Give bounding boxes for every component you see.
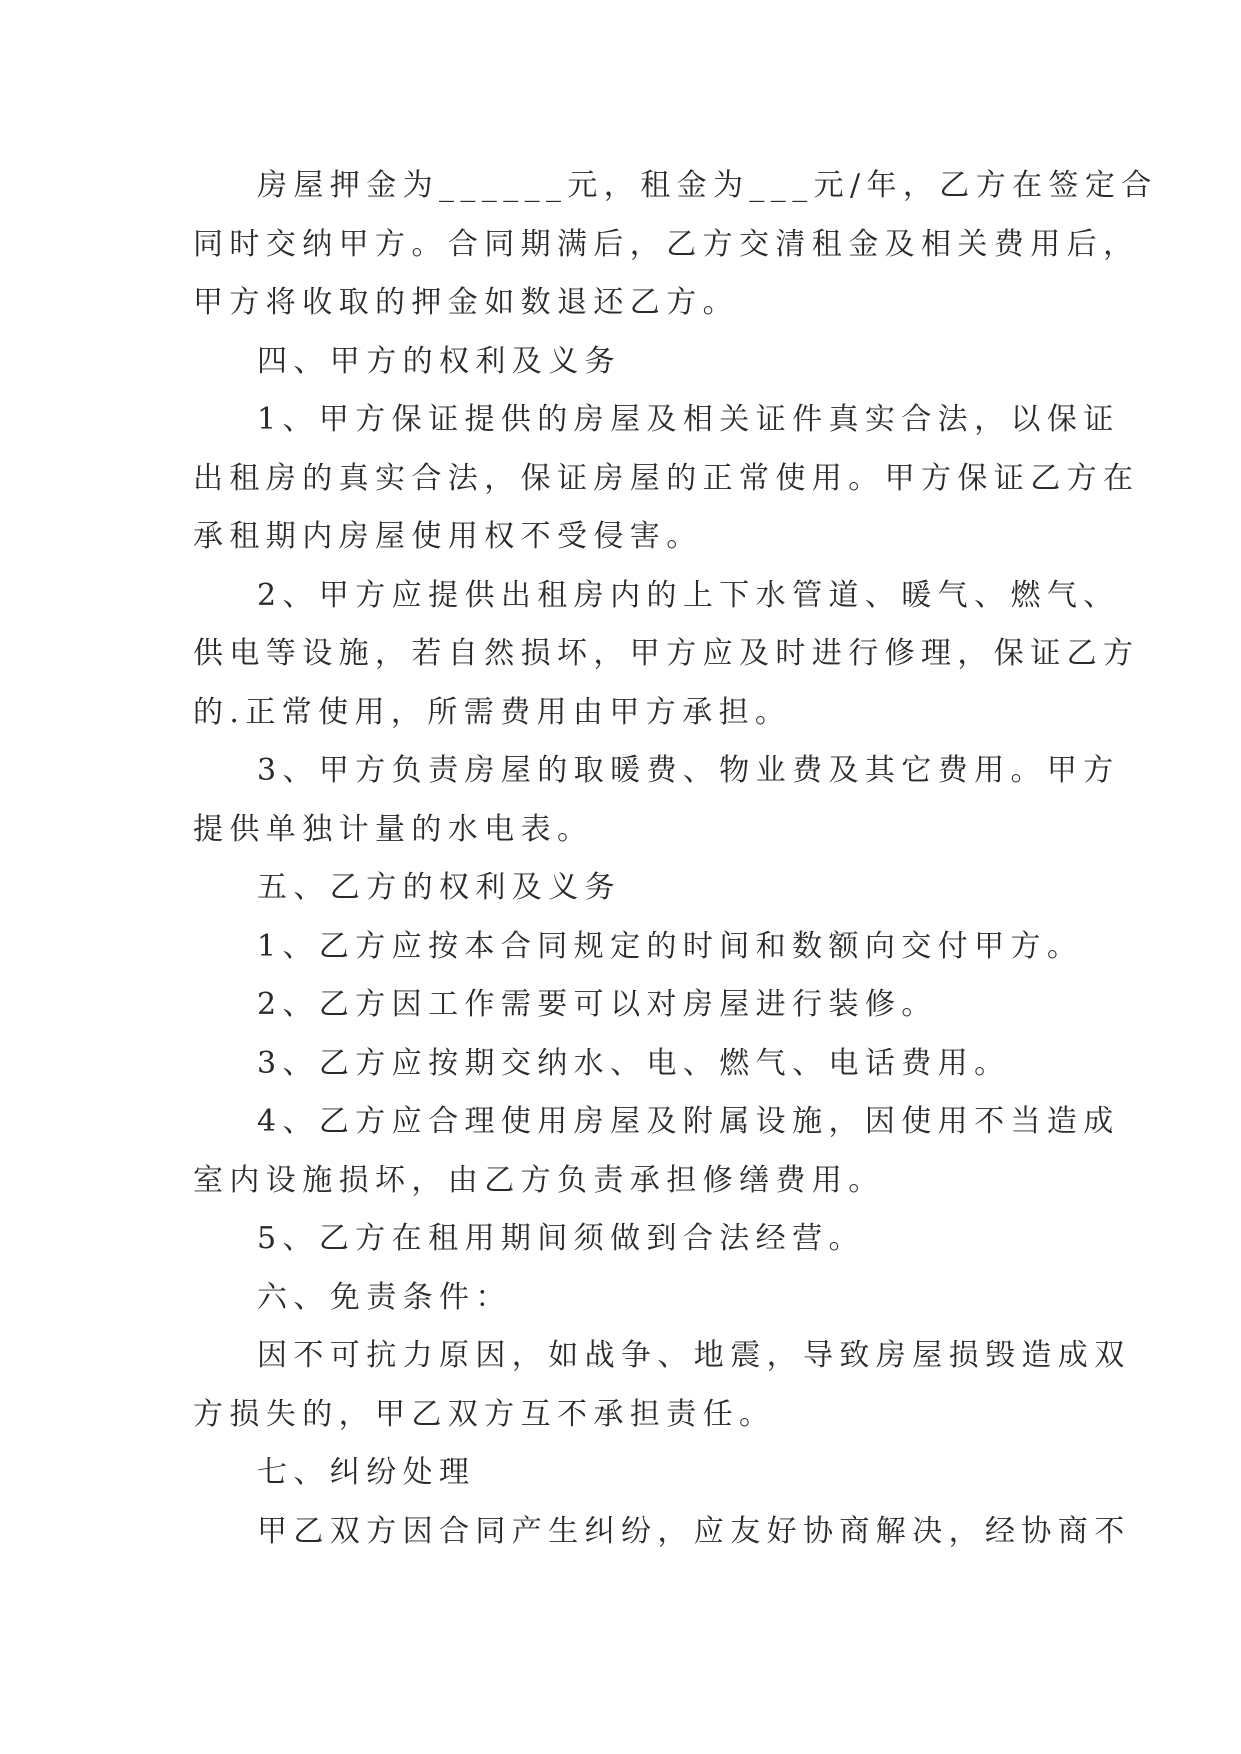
paragraph <box>193 1035 1063 1094</box>
paragraph <box>193 742 1120 859</box>
paragraph <box>193 918 1084 977</box>
text-line: 1、乙方应按本合同规定的时间和数额向交付甲方。 <box>257 928 1084 964</box>
text-line: 六、免责条件： <box>257 1279 512 1315</box>
paragraph <box>193 1210 1063 1269</box>
text-line: 供电等设施，若自然损坏，甲方应及时进行修理，保证乙方 <box>193 636 1140 671</box>
text-line: 2、甲方应提供出租房内的上下水管道、暖气、燃气、 <box>257 577 1120 613</box>
text-line: 1、甲方保证提供的房屋及相关证件真实合法，以保证 <box>257 402 1120 437</box>
paragraph <box>193 1093 1120 1210</box>
text-line: 出租房的真实合法，保证房屋的正常使用。甲方保证乙方在 <box>193 460 1140 496</box>
text-line: 甲方将收取的押金如数退还乙方。 <box>193 285 739 320</box>
paragraph <box>193 859 1063 918</box>
paragraph <box>193 976 1063 1035</box>
paragraph <box>193 1444 1063 1503</box>
text-line: 方损失的，甲乙双方互不承担责任。 <box>193 1396 776 1432</box>
text-line: 3、乙方应按期交纳水、电、燃气、电话费用。 <box>257 1045 1011 1081</box>
text-line: 提供单独计量的水电表。 <box>193 811 594 847</box>
text-line: 承租期内房屋使用权不受侵害。 <box>193 519 703 554</box>
text-line: 四、甲方的权利及义务 <box>257 343 621 379</box>
text-line: 五、乙方的权利及义务 <box>257 870 621 905</box>
paragraph <box>193 333 1063 392</box>
text-line: 2、乙方因工作需要可以对房屋进行装修。 <box>257 987 938 1022</box>
paragraph <box>193 567 1140 743</box>
document-body <box>193 157 1158 1561</box>
paragraph <box>193 1327 1131 1444</box>
text-line: 七、纠纷处理 <box>257 1455 476 1490</box>
text-line: 房屋押金为______元，租金为___元/年，乙方在签定合 <box>257 168 1158 203</box>
text-line: 同时交纳甲方。合同期满后，乙方交清租金及相关费用后， <box>193 226 1140 262</box>
paragraph <box>193 391 1140 567</box>
text-line: 因不可抗力原因，如战争、地震，导致房屋损毁造成双 <box>257 1338 1131 1373</box>
text-line: 室内设施损坏，由乙方负责承担修缮费用。 <box>193 1162 885 1198</box>
paragraph <box>193 157 1158 333</box>
text-line: 5、乙方在租用期间须做到合法经营。 <box>257 1221 865 1256</box>
text-line: 的.正常使用，所需费用由甲方承担。 <box>193 694 792 730</box>
text-line: 4、乙方应合理使用房屋及附属设施，因使用不当造成 <box>257 1104 1120 1139</box>
paragraph <box>193 1503 1131 1562</box>
text-line: 甲乙双方因合同产生纠纷，应友好协商解决，经协商不 <box>257 1513 1131 1549</box>
paragraph <box>193 1269 1063 1328</box>
text-line: 3、甲方负责房屋的取暖费、物业费及其它费用。甲方 <box>257 753 1120 788</box>
